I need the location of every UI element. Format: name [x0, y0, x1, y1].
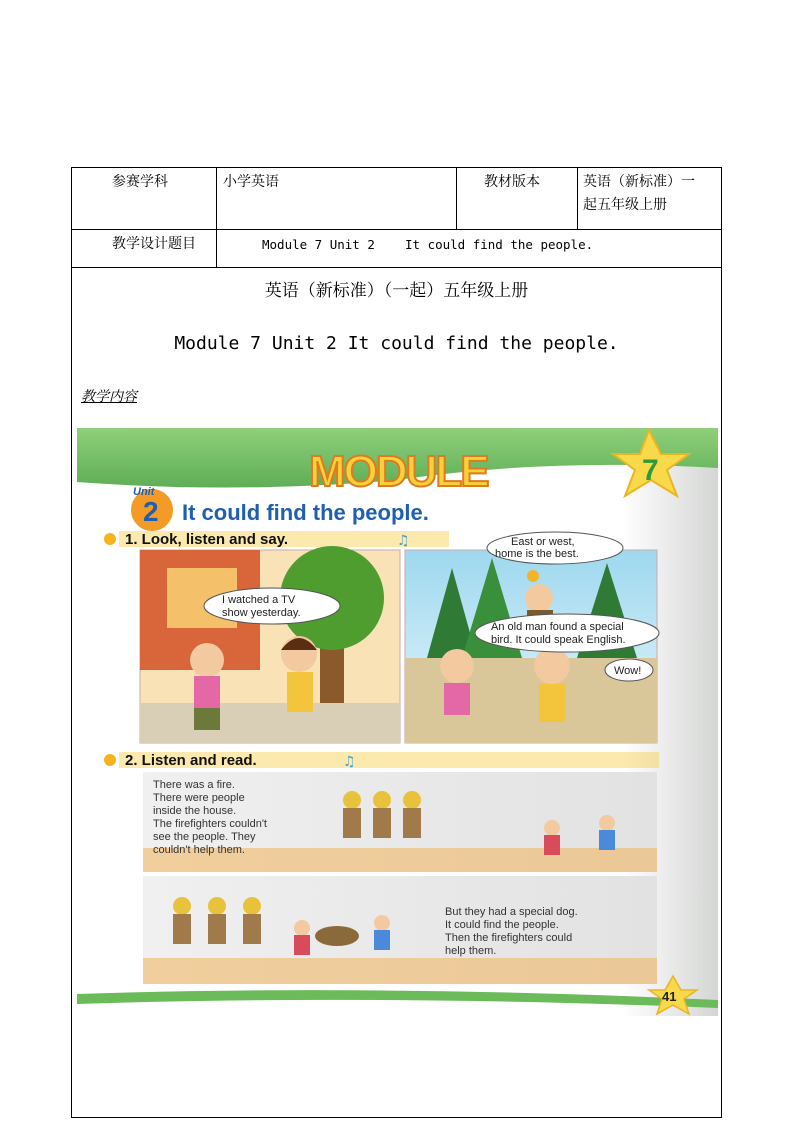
- unit-title: It could find the people.: [182, 500, 429, 525]
- girl-dress: [287, 672, 313, 712]
- story2-line4: help them.: [445, 945, 497, 957]
- col-divider-3: [577, 168, 578, 229]
- subject-label: 参赛学科: [112, 174, 168, 190]
- bubble2-line1: East or west,: [511, 536, 575, 548]
- part1-heading: 1. Look, listen and say.: [125, 531, 289, 548]
- story2-fire-glow: [143, 958, 657, 984]
- module-number: 7: [642, 454, 659, 487]
- unit-number: 2: [143, 496, 159, 527]
- unit-word: Unit: [133, 486, 155, 498]
- subject-value: 小学英语: [223, 174, 279, 190]
- story1-line5: see the people. They: [153, 831, 256, 843]
- edition-label: 教材版本: [484, 174, 540, 190]
- story1-line6: couldn't help them.: [153, 844, 245, 856]
- dog-icon: [315, 926, 359, 946]
- page-number: 41: [662, 989, 677, 1004]
- firefighters-group-1: [343, 791, 421, 838]
- page-title-en: Module 7 Unit 2 It could find the people.: [174, 333, 619, 354]
- boy2-shirt: [444, 683, 470, 715]
- bubble1-line2: show yesterday.: [222, 607, 301, 619]
- bullet-sun-icon: [104, 533, 116, 545]
- panel1-pavement: [140, 703, 400, 743]
- bullet-sun-icon-2: [104, 754, 116, 766]
- headphones-icon: ♫: [397, 533, 410, 549]
- bubble1-line1: I watched a TV: [222, 594, 296, 606]
- boy-head: [190, 643, 224, 677]
- col-divider-1: [216, 168, 217, 267]
- design-value: Module 7 Unit 2 It could find the people.: [262, 237, 594, 252]
- textbook-page-svg: [77, 428, 718, 1016]
- col-divider-2: [456, 168, 457, 229]
- bubble3-line2: bird. It could speak English.: [491, 634, 626, 646]
- design-label: 教学设计题目: [112, 236, 196, 252]
- bubble4-text: Wow!: [614, 665, 642, 677]
- speech-bubble-3: [475, 614, 659, 652]
- textbook-page-image: [77, 428, 718, 1016]
- row-divider-2: [72, 267, 721, 268]
- bubble2-line2: home is the best.: [495, 548, 579, 560]
- bird-icon: [527, 570, 539, 582]
- row-divider-1: [72, 229, 721, 230]
- story1-line4: The firefighters couldn't: [153, 818, 267, 830]
- edition-value-line2: 起五年级上册: [583, 197, 667, 213]
- boy2-head: [440, 649, 474, 683]
- story1-line3: inside the house.: [153, 805, 237, 817]
- module-word: MODULE: [309, 447, 488, 496]
- girl2-head: [534, 648, 570, 684]
- story1-line1: There was a fire.: [153, 779, 235, 791]
- edition-value-line1: 英语（新标准）一: [583, 174, 695, 190]
- section-label: 教学内容: [81, 389, 137, 405]
- lesson-table: [71, 167, 722, 1118]
- story1-line2: There were people: [153, 792, 245, 804]
- boy-shorts: [194, 708, 220, 730]
- part2-heading: 2. Listen and read.: [125, 752, 257, 769]
- girl2-dress: [539, 684, 565, 722]
- page-title-cn: 英语（新标准）（一起）五年级上册: [264, 281, 529, 301]
- story2-line3: Then the firefighters could: [445, 932, 573, 944]
- bubble3-line1: An old man found a special: [491, 621, 624, 633]
- story2-line1: But they had a special dog.: [445, 906, 578, 918]
- boy-shirt: [194, 676, 220, 708]
- story2-line2: It could find the people.: [445, 919, 559, 931]
- old-man-head: [525, 584, 553, 612]
- headphones-icon-2: ♫: [343, 754, 356, 770]
